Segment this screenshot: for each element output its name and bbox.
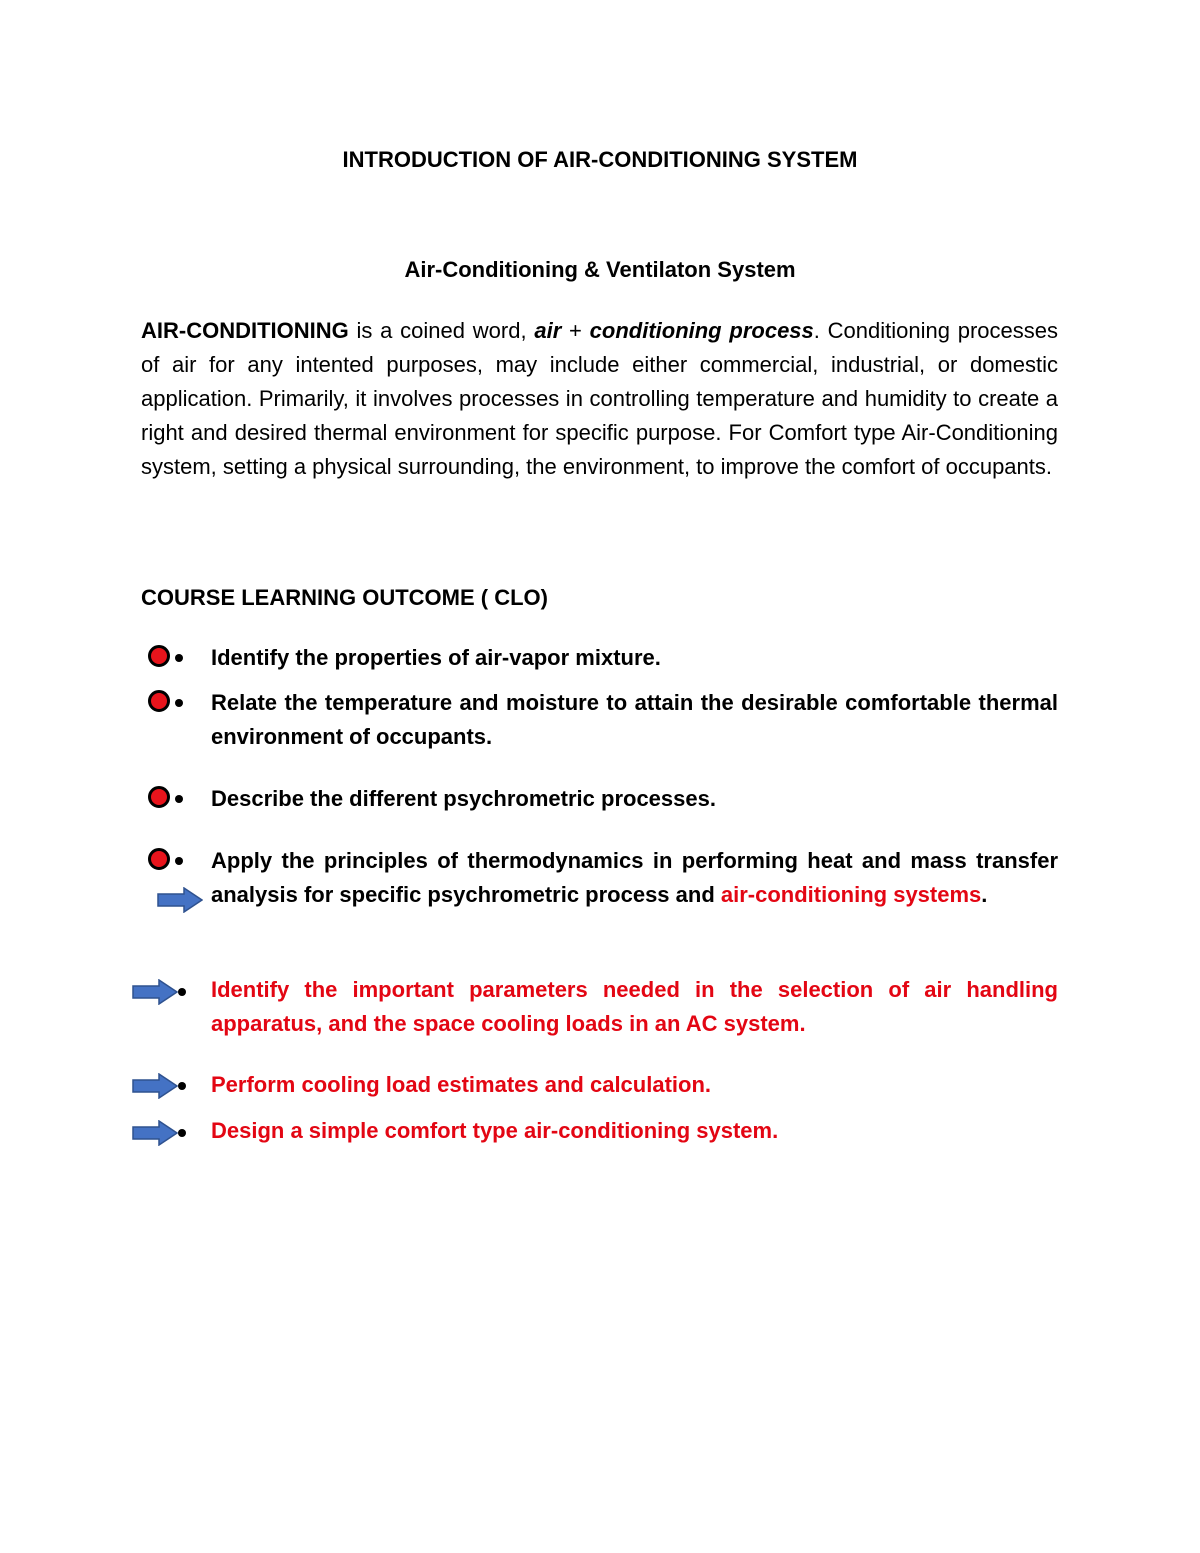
bullet-dot-icon [175,699,183,707]
outcome-item: Identify the properties of air-vapor mixture. [211,645,661,670]
intro-emph-process: conditioning process [589,318,814,343]
bullet-dot-icon [178,1129,186,1137]
bullet-dot-icon [178,988,186,996]
blue-arrow-icon [132,1120,178,1146]
bullet-dot-icon [175,654,183,662]
blue-arrow-icon [132,979,178,1005]
intro-paragraph [141,314,1058,484]
blue-arrow-icon [132,1073,178,1099]
document-title: INTRODUCTION OF AIR-CONDITIONING SYSTEM [342,147,858,172]
red-circle-marker-icon [148,786,170,808]
outcome-item: Perform cooling load estimates and calculation. [211,1072,712,1097]
red-circle-marker-icon [148,645,170,667]
outcome-text-end: . [981,882,988,907]
intro-emph-air: air [534,318,562,343]
intro-text-rest: . Conditioning processes of air for any intented purposes, may include either commercial, industrial, or domestic application. Primarily, it involves processes in controlling temperature and humidity to create a right and desired thermal environment for specific purpose. For Comfort type Air-Conditioning system, setting a physical surrounding, the environment, to improve the comfort of occupants. [141,318,1059,479]
outcome-text: Apply the principles of thermodynamics in performing heat and mass transfer analysis for specific psychrometric process and [211,848,1058,907]
outcome-item [211,844,1058,912]
red-circle-marker-icon [148,690,170,712]
intro-term: AIR-CONDITIONING [141,318,349,343]
bullet-dot-icon [178,1082,186,1090]
outcome-item: Relate the temperature and moisture to attain the desirable comfortable thermal environment of occupants. [211,690,1058,749]
bullet-dot-icon [175,795,183,803]
intro-text-plus: + [561,318,590,343]
blue-arrow-icon [157,887,203,913]
outcome-item: Describe the different psychrometric processes. [211,786,716,811]
outcome-item: Design a simple comfort type air-conditioning system. [211,1118,779,1143]
bullet-dot-icon [175,857,183,865]
intro-text-a: is a coined word, [348,318,535,343]
outcome-item: Identify the important parameters needed in the selection of air handling apparatus, and the space cooling loads in an AC system. [211,977,1058,1036]
clo-heading: COURSE LEARNING OUTCOME ( CLO) [141,585,548,610]
document-subtitle: Air-Conditioning & Ventilaton System [404,257,796,282]
outcome-red-text: air-conditioning systems [720,882,982,907]
red-circle-marker-icon [148,848,170,870]
